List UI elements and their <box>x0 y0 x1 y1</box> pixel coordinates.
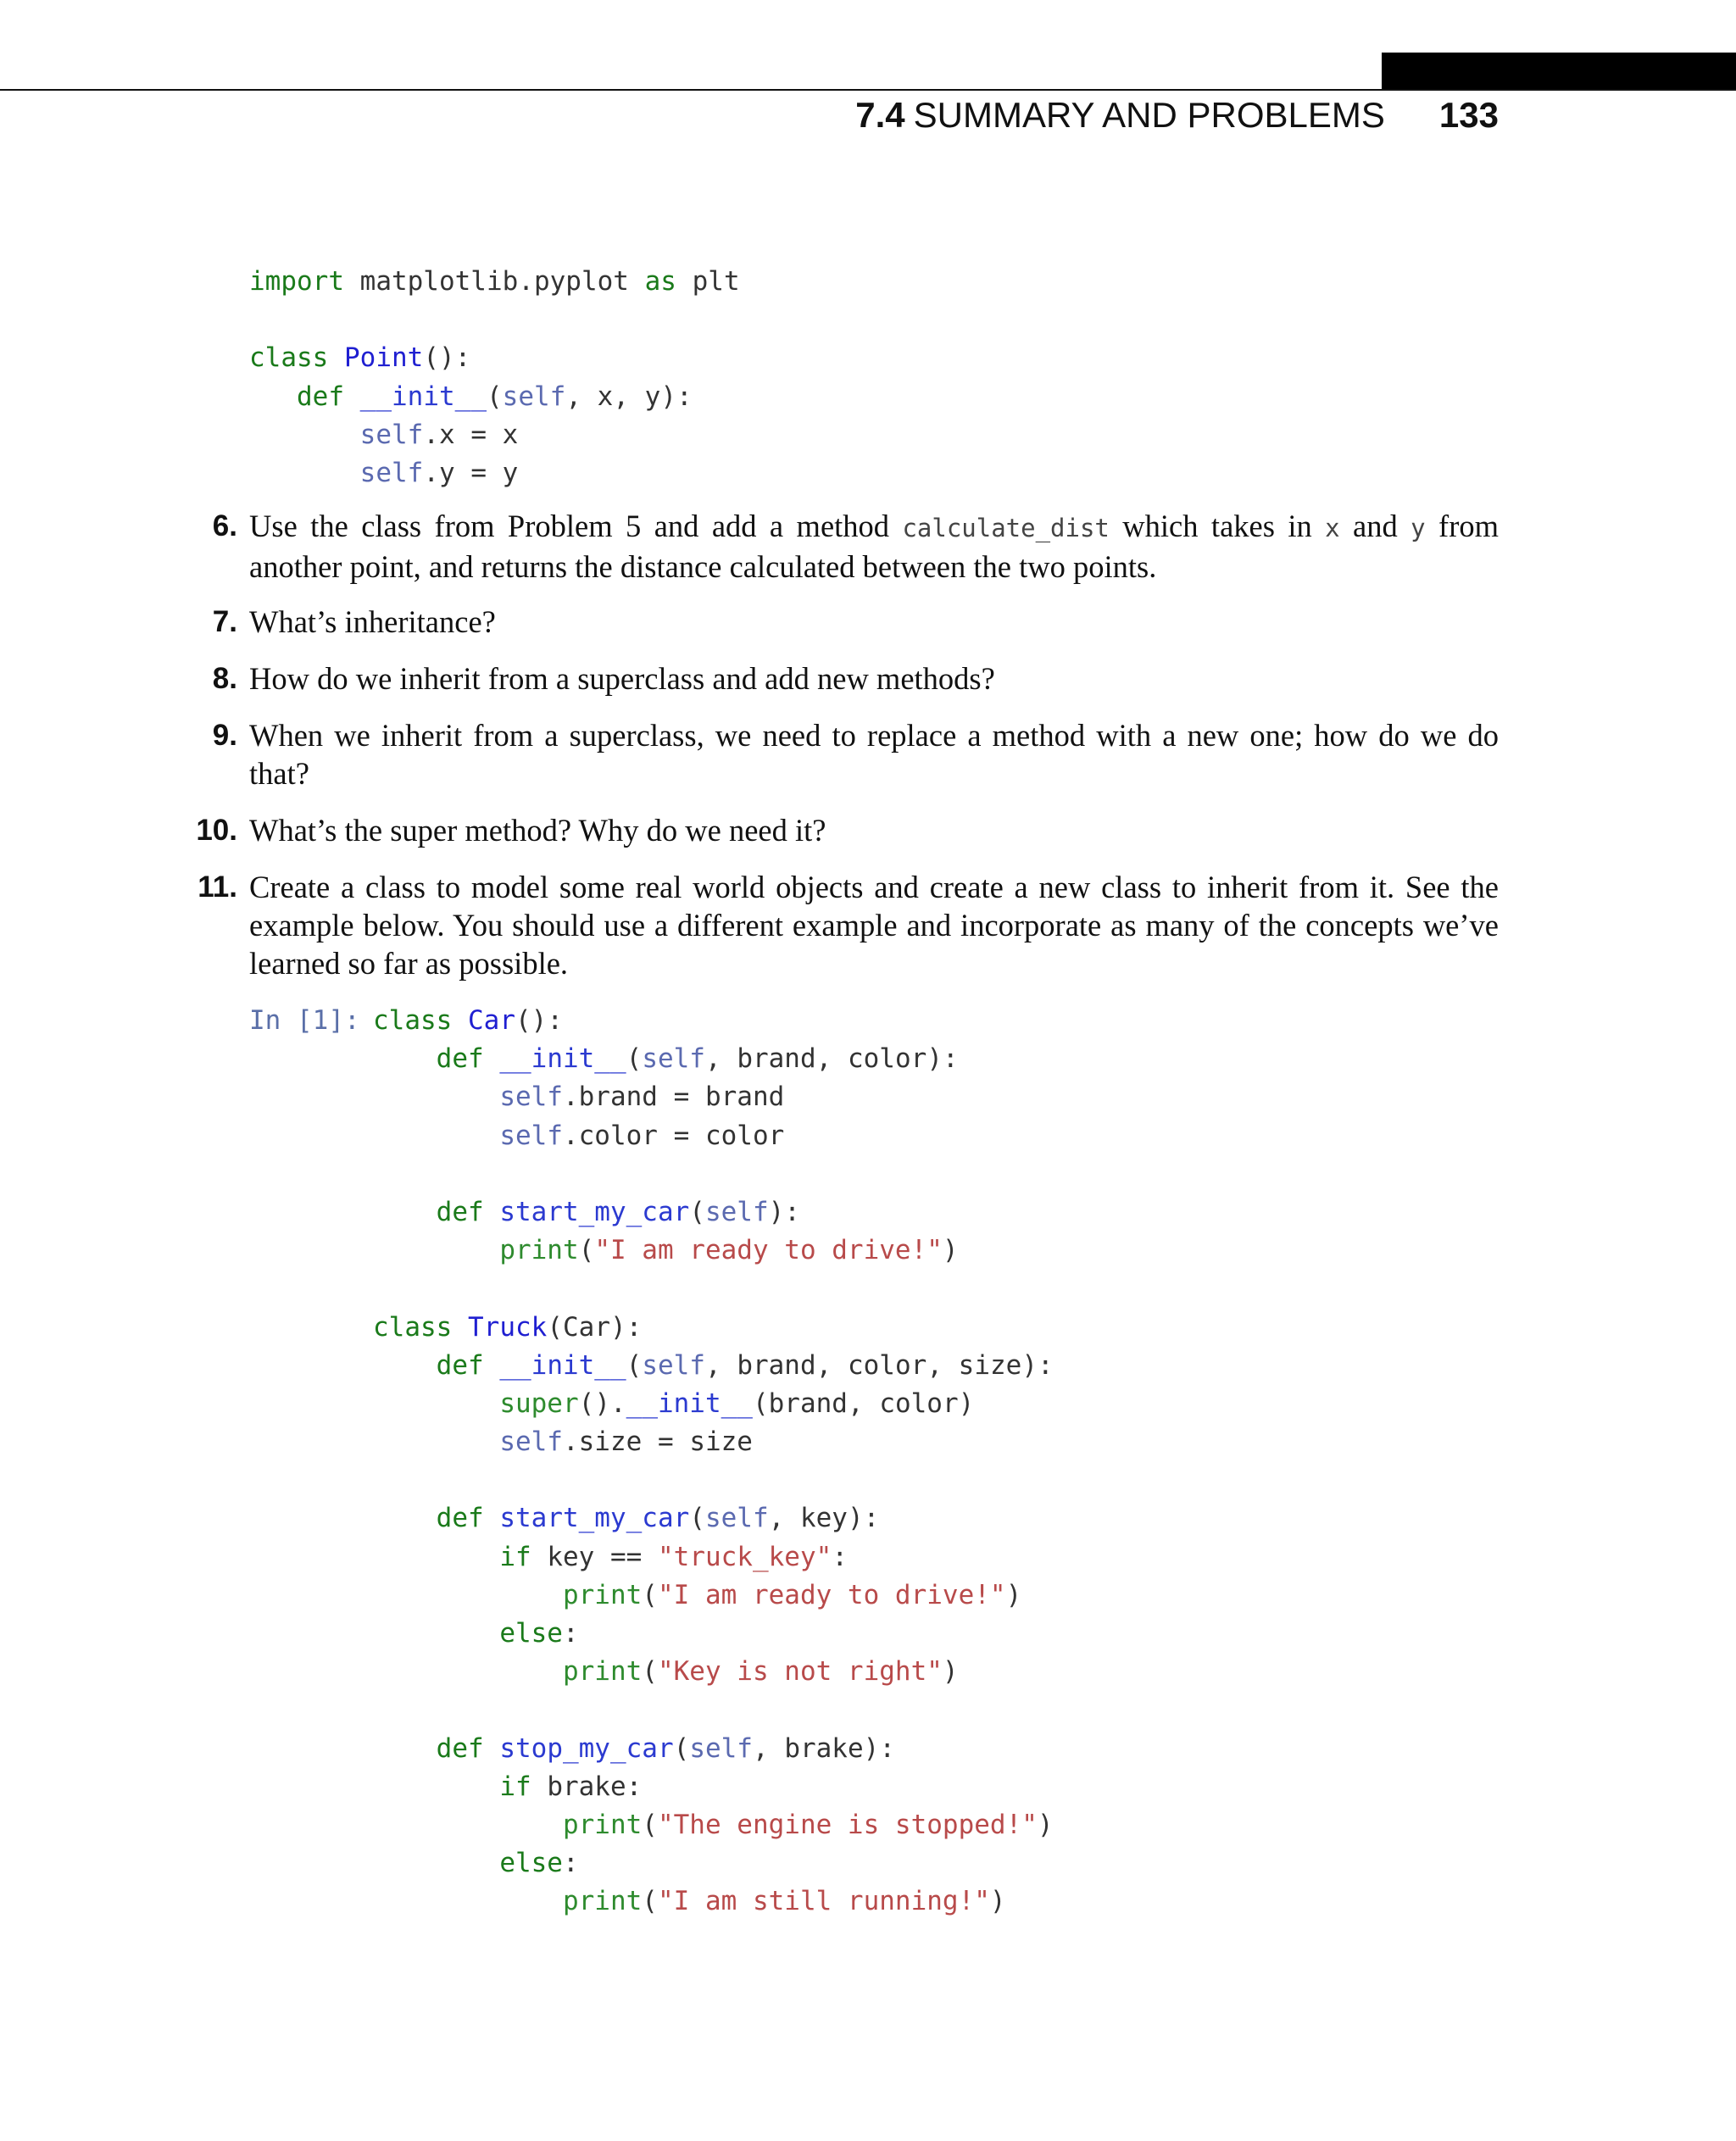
code-line: print("I am ready to drive!") <box>562 1579 1022 1610</box>
code-line: self.y = y <box>359 457 519 488</box>
inline-code-x: x <box>1325 514 1340 542</box>
problem-11 <box>198 868 1499 982</box>
code-line: class Truck(Car): <box>373 1311 643 1343</box>
code-line <box>249 301 740 339</box>
problem-number: 8. <box>212 662 237 695</box>
section-title: SUMMARY AND PROBLEMS <box>913 95 1385 135</box>
code-line <box>373 1270 1054 1308</box>
running-head <box>855 95 1499 136</box>
header-rule <box>0 89 1736 91</box>
code-line <box>373 1155 1054 1193</box>
code-line: super().__init__(brand, color) <box>499 1387 975 1419</box>
problem-6: 6. Use the class from Problem 5 and add a method calculate_dist which takes in x and y from another point, and returns the distance calculated between the two points. <box>249 507 1499 586</box>
header-black-bar <box>1382 53 1736 90</box>
code-line: def stop_my_car(self, brake): <box>436 1732 895 1764</box>
problem-number: 6. <box>212 509 237 542</box>
code-line <box>373 1691 1054 1729</box>
code-block-car-truck <box>373 1002 1054 1921</box>
problem-text: What’s inheritance? <box>249 604 496 639</box>
problem-9 <box>212 716 1499 792</box>
problem-number: 11. <box>198 870 237 904</box>
code-line: def __init__(self, x, y): <box>297 381 693 412</box>
code-line <box>373 1461 1054 1499</box>
code-line: print("I am still running!") <box>562 1886 1006 1917</box>
code-line: print("Key is not right") <box>562 1656 959 1688</box>
page-number: 133 <box>1438 95 1499 135</box>
code-line: print("The engine is stopped!") <box>562 1809 1054 1840</box>
problem-10 <box>196 811 1499 849</box>
problem-number: 9. <box>212 719 237 752</box>
code-line: self.x = x <box>359 419 519 450</box>
code-line: class Point(): <box>249 342 471 374</box>
problem-number: 7. <box>212 605 237 638</box>
inline-code-calculate-dist: calculate_dist <box>902 514 1110 542</box>
problem-text: When we inherit from a superclass, we need to replace a method with a new one; how do we do that? <box>249 718 1499 791</box>
code-block-point-class <box>249 263 740 492</box>
code-line: import matplotlib.pyplot as plt <box>249 266 740 297</box>
code-line: if key == "truck_key": <box>499 1541 848 1572</box>
code-line: self.color = color <box>499 1120 785 1151</box>
code-line: print("I am ready to drive!") <box>499 1235 959 1266</box>
code-line: else: <box>499 1618 579 1649</box>
problem-text: What’s the super method? Why do we need it? <box>249 813 826 848</box>
code-line: class Car(): <box>373 1005 564 1036</box>
code-line: def start_my_car(self): <box>436 1196 800 1227</box>
inline-code-y: y <box>1410 514 1426 542</box>
problem-text: Create a class to model some real world objects and create a new class to inherit from it. See the example below. You should use a different example and incorporate as many of the concepts we’ve learned so far as possible. <box>249 870 1499 981</box>
notebook-prompt: In [1]: <box>249 1005 360 1036</box>
code-line: def start_my_car(self, key): <box>436 1503 880 1534</box>
code-line: if brake: <box>499 1771 643 1802</box>
problem-8 <box>212 659 1499 698</box>
problem-7 <box>212 603 1499 641</box>
section-number: 7.4 <box>855 95 905 135</box>
code-line: else: <box>499 1848 579 1879</box>
code-line: def __init__(self, brand, color): <box>436 1043 959 1075</box>
problem-text: How do we inherit from a superclass and add new methods? <box>249 661 995 696</box>
problem-number: 10. <box>196 814 237 847</box>
code-line: self.brand = brand <box>499 1082 785 1113</box>
code-line: def __init__(self, brand, color, size): <box>436 1349 1054 1381</box>
code-line: self.size = size <box>499 1426 753 1458</box>
